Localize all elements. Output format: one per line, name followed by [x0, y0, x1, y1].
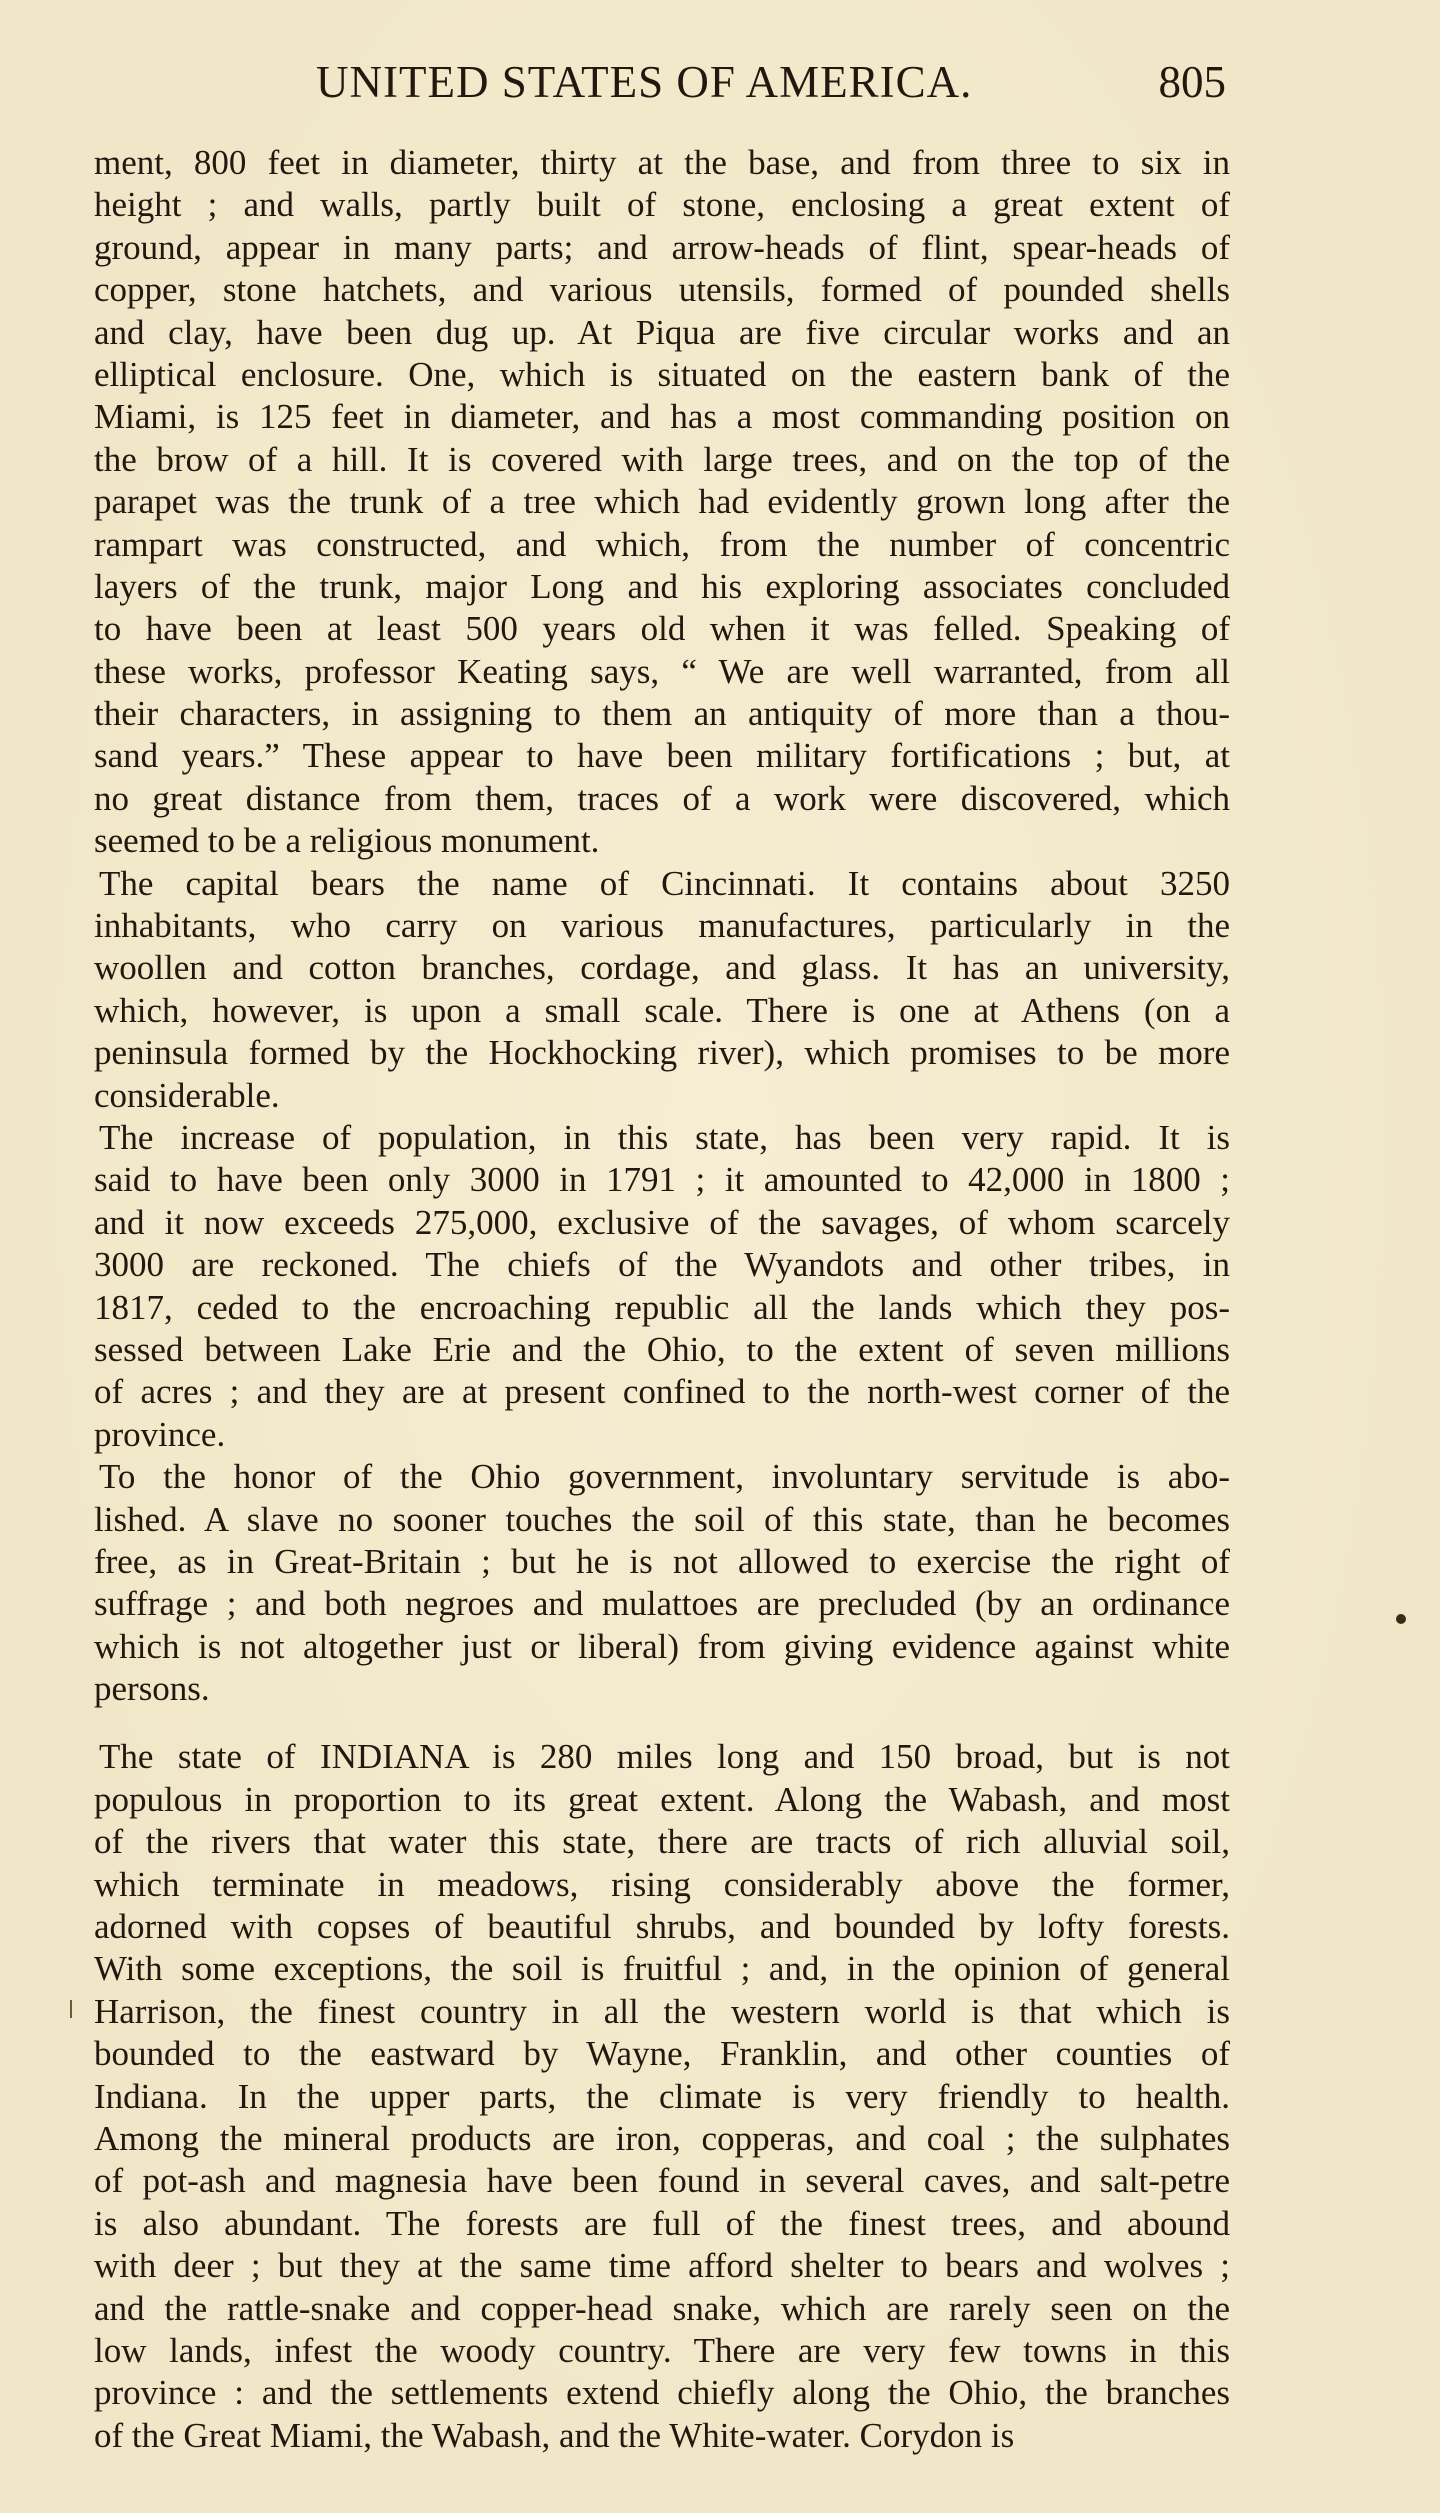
- text-line: these works, professor Keating says, “ We are well warranted, from all: [94, 651, 1230, 691]
- margin-tick: [70, 2000, 72, 2018]
- text-line: seemed to be a religious monument.: [94, 821, 600, 861]
- text-line: To the honor of the Ohio government, involuntary servitude is abo-: [99, 1457, 1230, 1497]
- text-line: with deer ; but they at the same time afford shelter to bears and wolves ;: [94, 2246, 1230, 2286]
- text-line: which, however, is upon a small scale. There is one at Athens (on a: [94, 990, 1230, 1030]
- running-head: [96, 56, 1226, 116]
- text-line: peninsula formed by the Hockhocking river), which promises to be more: [94, 1033, 1230, 1073]
- text-line: elliptical enclosure. One, which is situated on the eastern bank of the: [94, 354, 1230, 394]
- text-line: the brow of a hill. It is covered with large trees, and on the top of the: [94, 439, 1230, 479]
- text-line: 1817, ceded to the encroaching republic all the lands which they pos-: [94, 1287, 1230, 1327]
- page-number: 805: [1158, 57, 1226, 107]
- text-line: sessed between Lake Erie and the Ohio, to the extent of seven millions: [94, 1329, 1230, 1369]
- text-line: 3000 are reckoned. The chiefs of the Wyandots and other tribes, in: [94, 1245, 1230, 1285]
- text-line: Among the mineral products are iron, copperas, and coal ; the sulphates: [94, 2118, 1230, 2158]
- text-line: The increase of population, in this state, has been very rapid. It is: [99, 1117, 1230, 1157]
- text-line: Harrison, the finest country in all the western world is that which is: [94, 1991, 1230, 2031]
- paragraph: [94, 1117, 1230, 1456]
- text-line: sand years.” These appear to have been military fortifications ; but, at: [94, 736, 1230, 776]
- text-line: populous in proportion to its great extent. Along the Wabash, and most: [94, 1779, 1230, 1819]
- text-line: which terminate in meadows, rising considerably above the former,: [94, 1864, 1230, 1904]
- text-line: persons.: [94, 1669, 210, 1709]
- text-line: and the rattle-snake and copper-head snake, which are rarely seen on the: [94, 2288, 1230, 2328]
- margin-dot: [1396, 1614, 1406, 1624]
- text-line: rampart was constructed, and which, from the number of concentric: [94, 524, 1230, 564]
- text-line: no great distance from them, traces of a work were discovered, which: [94, 778, 1230, 818]
- section-gap: [94, 1710, 1230, 1736]
- text-line: lished. A slave no sooner touches the soil of this state, than he becomes: [94, 1499, 1230, 1539]
- text-line: ground, appear in many parts; and arrow-heads of flint, spear-heads of: [94, 227, 1230, 267]
- text-line: inhabitants, who carry on various manufactures, particularly in the: [94, 906, 1230, 946]
- text-line: copper, stone hatchets, and various utensils, formed of pounded shells: [94, 270, 1230, 310]
- text-line: is also abundant. The forests are full of the finest trees, and abound: [94, 2203, 1230, 2243]
- text-line: With some exceptions, the soil is fruitful ; and, in the opinion of general: [94, 1949, 1230, 1989]
- text-line: of pot-ash and magnesia have been found in several caves, and salt-petre: [94, 2161, 1230, 2201]
- text-line: province.: [94, 1414, 226, 1454]
- paragraph: [94, 1736, 1230, 2457]
- text-line: province : and the settlements extend chiefly along the Ohio, the branches: [94, 2373, 1230, 2413]
- paragraph: [94, 863, 1230, 1117]
- text-line: suffrage ; and both negroes and mulattoes are precluded (by an ordinance: [94, 1584, 1230, 1624]
- text-line: The capital bears the name of Cincinnati. It contains about 3250: [99, 863, 1230, 903]
- text-line: Miami, is 125 feet in diameter, and has a most commanding position on: [94, 397, 1230, 437]
- paragraph: [94, 1456, 1230, 1710]
- body-text: [94, 142, 1230, 2457]
- text-line: and clay, have been dug up. At Piqua are five circular works and an: [94, 312, 1230, 352]
- text-line: layers of the trunk, major Long and his exploring associates concluded: [94, 566, 1230, 606]
- text-line: and it now exceeds 275,000, exclusive of the savages, of whom scarcely: [94, 1202, 1230, 1242]
- text-line: said to have been only 3000 in 1791 ; it amounted to 42,000 in 1800 ;: [94, 1160, 1230, 1200]
- text-line: ment, 800 feet in diameter, thirty at the base, and from three to six in: [94, 143, 1230, 182]
- text-line: of the rivers that water this state, there are tracts of rich alluvial soil,: [94, 1822, 1230, 1862]
- text-line: low lands, infest the woody country. There are very few towns in this: [94, 2330, 1230, 2370]
- text-line: woollen and cotton branches, cordage, and glass. It has an university,: [94, 948, 1230, 988]
- text-line: to have been at least 500 years old when it was felled. Speaking of: [94, 609, 1230, 649]
- text-line: their characters, in assigning to them an antiquity of more than a thou-: [94, 694, 1230, 734]
- text-line: The state of INDIANA is 280 miles long and 150 broad, but is not: [99, 1737, 1230, 1777]
- paragraph: [94, 142, 1230, 863]
- text-line: which is not altogether just or liberal) from giving evidence against white: [94, 1626, 1230, 1666]
- text-line: bounded to the eastward by Wayne, Franklin, and other counties of: [94, 2034, 1230, 2074]
- text-line: height ; and walls, partly built of stone, enclosing a great extent of: [94, 185, 1230, 225]
- text-line: free, as in Great-Britain ; but he is not allowed to exercise the right of: [94, 1541, 1230, 1581]
- text-line: of acres ; and they are at present confined to the north-west corner of the: [94, 1372, 1230, 1412]
- running-title: UNITED STATES OF AMERICA.: [316, 57, 973, 107]
- text-line: parapet was the trunk of a tree which had evidently grown long after the: [94, 482, 1230, 522]
- text-line: Indiana. In the upper parts, the climate is very friendly to health.: [94, 2076, 1230, 2116]
- text-line: adorned with copses of beautiful shrubs, and bounded by lofty forests.: [94, 1907, 1230, 1947]
- text-line: considerable.: [94, 1075, 280, 1115]
- text-line: of the Great Miami, the Wabash, and the White-water. Corydon is: [94, 2415, 1015, 2455]
